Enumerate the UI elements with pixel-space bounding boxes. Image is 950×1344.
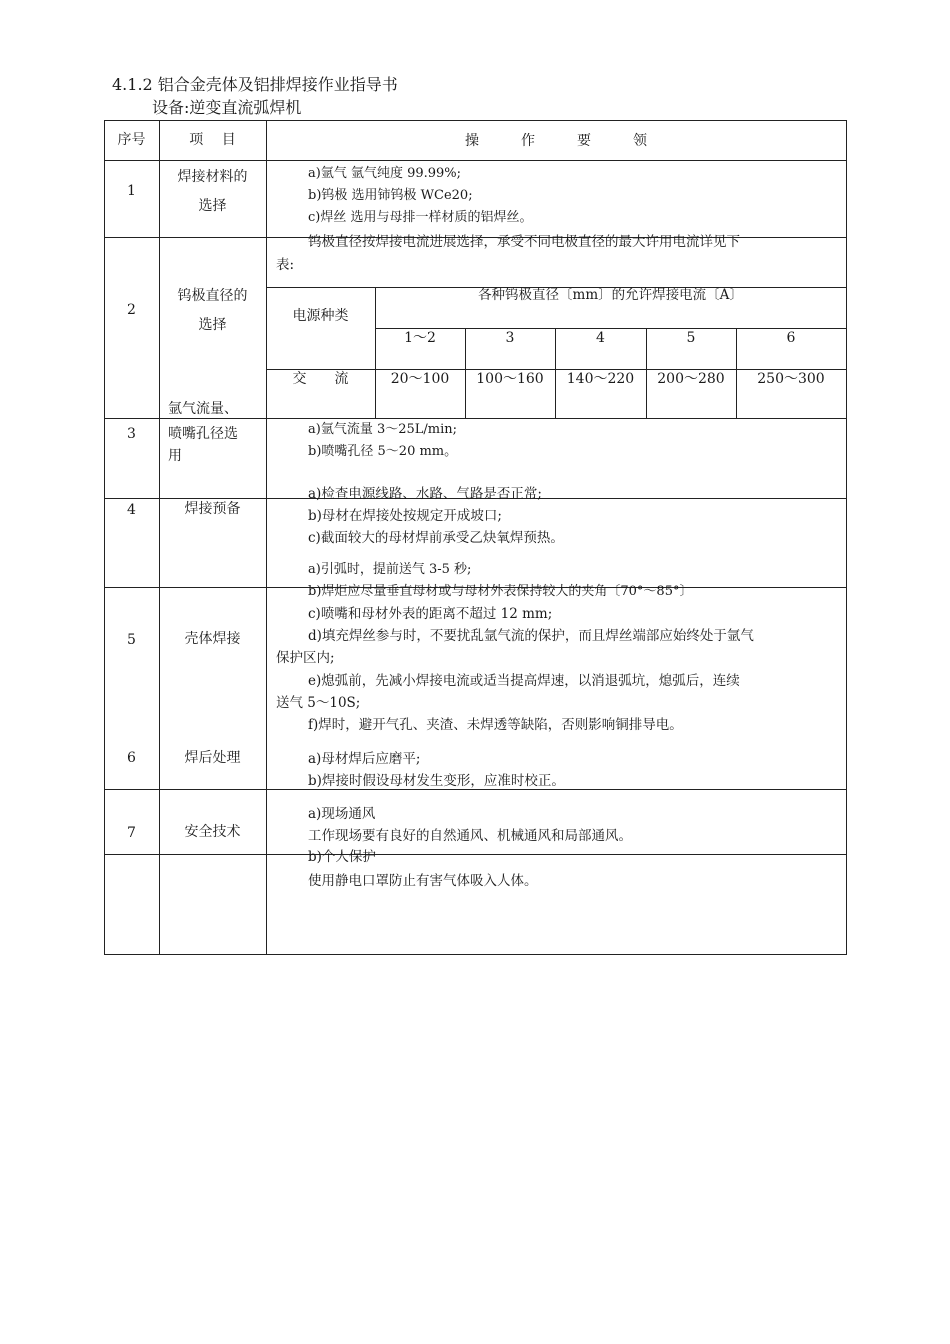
row7-op-b: b)个人保护 xyxy=(308,849,376,865)
inner-col-1 xyxy=(375,287,376,418)
diameter-4: 5 xyxy=(686,330,696,346)
current-1: 20～100 xyxy=(390,371,450,387)
row7-op-b-detail: 使用静电口罩防止有害气体吸入人体。 xyxy=(308,873,538,889)
current-3: 140～220 xyxy=(566,371,635,387)
current-table-source-label: 电源种类 xyxy=(292,308,349,324)
row7-no: 7 xyxy=(127,825,136,841)
row2-no: 2 xyxy=(127,302,136,318)
row3-item-line2: 喷嘴孔径选 xyxy=(168,426,238,442)
row4-op-c: c)截面较大的母材焊前承受乙炔氧焊预热。 xyxy=(308,530,564,546)
row5-op-d-cont: 保护区内; xyxy=(276,650,335,666)
row2-intro-line1: 钨极直径按焊接电流进展选择，承受不同电极直径的最大许用电流详见下 xyxy=(308,234,740,250)
row1-item-line1: 焊接材料的 xyxy=(177,169,248,185)
row7-op-a-detail: 工作现场要有良好的自然通风、机械通风和局部通风。 xyxy=(308,828,632,844)
row5-op-a: a)引弧时，提前送气 3-5 秒; xyxy=(308,562,472,577)
table-border-top xyxy=(104,120,847,121)
row3-item-line1: 氩气流量、 xyxy=(168,401,238,417)
diameter-1: 1～2 xyxy=(404,330,436,346)
header-ops: 操 作 要 领 xyxy=(465,133,647,149)
row4-op-a: a)检查电源线路、水路、气路是否正常; xyxy=(308,486,542,502)
row2-intro-line2: 表: xyxy=(276,257,295,273)
row5-no: 5 xyxy=(127,632,136,648)
row5-op-e-cont: 送气 5～10S; xyxy=(276,695,361,711)
row2-item-line1: 钨极直径的 xyxy=(177,288,248,304)
row-sep-2-inner-c xyxy=(266,369,847,370)
row7-item: 安全技术 xyxy=(184,824,241,840)
document-title: 4.1.2 铝合金壳体及铝排焊接作业指导书 xyxy=(112,75,398,94)
row-sep-7 xyxy=(104,854,847,855)
row6-op-a: a)母材焊后应磨平; xyxy=(308,751,421,767)
row1-no: 1 xyxy=(127,183,136,199)
row7-op-a: a)现场通风 xyxy=(308,806,376,822)
col-divider-2 xyxy=(266,120,267,955)
row2-item-line2: 选择 xyxy=(198,317,227,333)
row5-item: 壳体焊接 xyxy=(184,631,241,647)
row5-op-e: e)熄弧前，先减小焊接电流或适当提高焊速，以消退弧坑，熄弧后，连续 xyxy=(308,673,740,689)
row4-item: 焊接预备 xyxy=(184,501,241,517)
diameter-5: 6 xyxy=(786,330,796,346)
row5-op-d: d)填充焊丝参与时，不要扰乱氩气流的保护，而且焊丝端部应始终处于氩气 xyxy=(308,628,754,644)
row-sep-header xyxy=(104,160,847,161)
row3-op-a: a)氩气流量 3～25L/min; xyxy=(308,422,458,437)
row4-op-b: b)母材在焊接处按规定开成坡口; xyxy=(308,508,502,524)
diameter-3: 4 xyxy=(596,330,605,346)
table-border-right xyxy=(846,120,847,955)
equipment-subtitle: 设备:逆变直流弧焊机 xyxy=(152,98,302,117)
row5-op-f: f)焊时，避开气孔、夹渣、未焊透等缺陷，否则影响铜排导电。 xyxy=(308,717,683,733)
row3-item-line3: 用 xyxy=(168,448,182,464)
row6-op-b: b)焊接时假设母材发生变形，应准时校正。 xyxy=(308,773,565,789)
table-border-bottom xyxy=(104,954,847,955)
row-sep-2-inner-b xyxy=(375,328,847,329)
current-table-span-header: 各种钨极直径〔mm〕的允许焊接电流〔A〕 xyxy=(478,287,743,303)
header-item: 项 目 xyxy=(189,132,236,148)
diameter-2: 3 xyxy=(505,330,515,346)
row1-op-a: a)氩气 氩气纯度 99.99%; xyxy=(308,166,462,181)
current-row-label: 交 流 xyxy=(292,371,349,387)
row3-op-b: b)喷嘴孔径 5～20 mm。 xyxy=(308,444,458,459)
row-sep-2 xyxy=(104,418,847,419)
current-5: 250～300 xyxy=(757,371,825,387)
row1-item-line2: 选择 xyxy=(198,198,227,214)
row1-op-c: c)焊丝 选用与母排一样材质的铝焊丝。 xyxy=(308,210,533,225)
current-2: 100～160 xyxy=(476,371,544,387)
row4-no: 4 xyxy=(127,502,136,518)
header-no: 序号 xyxy=(117,132,146,148)
row1-op-b: b)钨极 选用铈钨极 WCe20; xyxy=(308,188,473,203)
row5-op-b: b)焊炬应尽量垂直母材或与母材外表保持较大的夹角〔70°～85°〕 xyxy=(308,584,693,599)
row6-no: 6 xyxy=(127,750,136,766)
current-4: 200～280 xyxy=(657,371,725,387)
row6-item: 焊后处理 xyxy=(184,750,241,766)
row5-op-c: c)喷嘴和母材外表的距离不超过 12 mm; xyxy=(308,606,553,622)
row3-no: 3 xyxy=(127,426,136,442)
